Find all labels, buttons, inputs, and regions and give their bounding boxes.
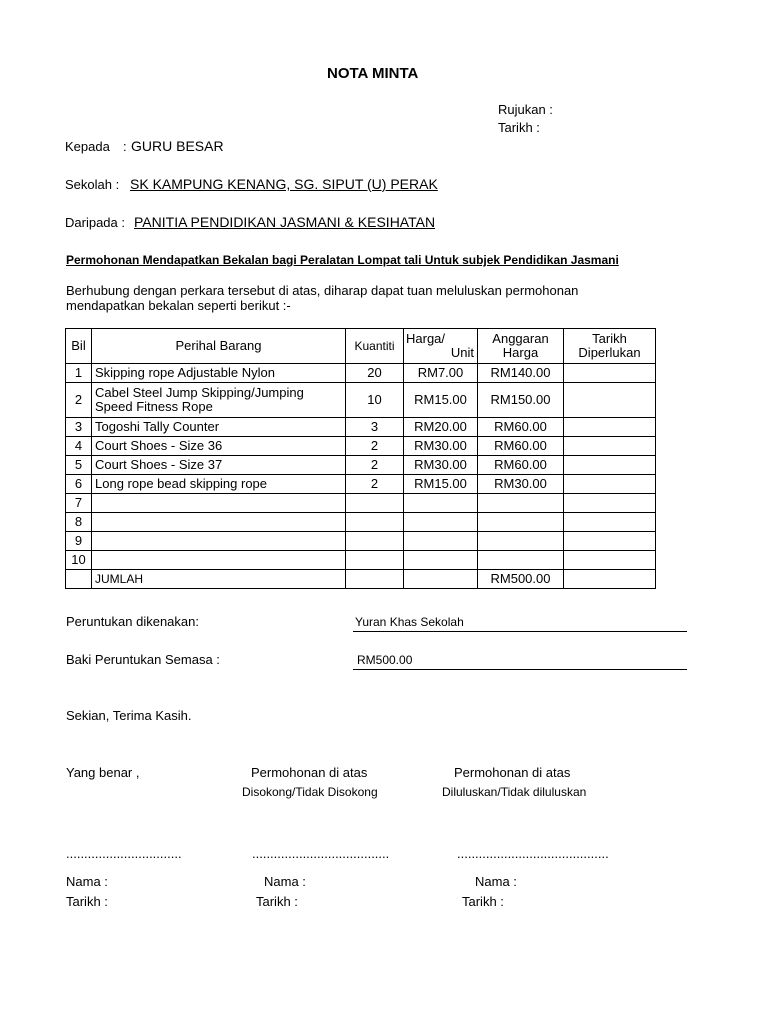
baki-underline [353,669,687,670]
header-tarikh-diperlukan: Tarikh Diperlukan [564,329,656,364]
cell-harga [404,532,478,551]
cell-bil: 7 [66,494,92,513]
sig-col2-nama: Nama : [264,874,306,889]
baki-label: Baki Peruntukan Semasa : [66,652,220,667]
cell-tarikh [564,532,656,551]
daripada-label: Daripada : [65,215,125,230]
sig-col2-sub: Disokong/Tidak Disokong [242,785,378,799]
cell-harga [404,551,478,570]
table-row [66,456,656,475]
cell-kuantiti: 10 [346,383,404,418]
cell-anggaran: RM60.00 [478,418,564,437]
kepada-value: GURU BESAR [131,138,224,154]
cell-empty [404,570,478,589]
table-header-row [66,329,656,364]
baki-value: RM500.00 [357,653,413,667]
cell-perihal: Skipping rope Adjustable Nylon [92,364,346,383]
rujukan-label: Rujukan : [498,102,553,117]
cell-harga [404,494,478,513]
document-title: NOTA MINTA [327,65,419,82]
table-row [66,437,656,456]
daripada-value: PANITIA PENDIDIKAN JASMANI & KESIHATAN [134,214,436,230]
cell-bil: 4 [66,437,92,456]
cell-perihal: Togoshi Tally Counter [92,418,346,437]
cell-bil: 8 [66,513,92,532]
sekolah-label: Sekolah : [65,177,120,192]
sig-col2-tarikh: Tarikh : [256,894,298,909]
sig-col1-nama: Nama : [66,874,108,889]
peruntukan-underline [353,631,687,632]
sig-col1-dots: ................................ [66,846,182,861]
kepada-colon: : [123,139,127,154]
cell-tarikh [564,513,656,532]
cell-anggaran: RM140.00 [478,364,564,383]
cell-tarikh [564,383,656,418]
cell-bil: 6 [66,475,92,494]
cell-kuantiti: 2 [346,475,404,494]
cell-empty [346,570,404,589]
sig-col2-dots: ...................................... [252,846,390,861]
cell-kuantiti: 3 [346,418,404,437]
cell-perihal [92,532,346,551]
cell-kuantiti [346,551,404,570]
header-perihal: Perihal Barang [92,329,346,364]
cell-anggaran: RM60.00 [478,456,564,475]
cell-kuantiti: 2 [346,437,404,456]
cell-harga: RM7.00 [404,364,478,383]
intro-line-2: mendapatkan bekalan seperti berikut :- [66,298,291,313]
cell-bil: 10 [66,551,92,570]
cell-tarikh [564,551,656,570]
table-row [66,494,656,513]
sig-col1-heading: Yang benar , [66,765,140,780]
cell-empty [66,570,92,589]
sig-col3-tarikh: Tarikh : [462,894,504,909]
tarikh-label: Tarikh : [498,120,540,135]
sig-col2-heading: Permohonan di atas [251,765,368,780]
cell-bil: 9 [66,532,92,551]
cell-bil: 5 [66,456,92,475]
cell-tarikh [564,456,656,475]
kepada-label: Kepada [65,139,110,154]
table-row [66,513,656,532]
cell-empty [564,570,656,589]
peruntukan-value: Yuran Khas Sekolah [355,615,464,629]
cell-anggaran: RM30.00 [478,475,564,494]
cell-kuantiti [346,513,404,532]
cell-tarikh [564,364,656,383]
cell-harga: RM15.00 [404,383,478,418]
total-label: JUMLAH [92,570,346,589]
cell-harga: RM20.00 [404,418,478,437]
subject-line: Permohonan Mendapatkan Bekalan bagi Peralatan Lompat tali Untuk subjek Pendidikan Jasmani [66,253,619,267]
cell-perihal: Cabel Steel Jump Skipping/Jumping Speed Fitness Rope [92,383,346,418]
cell-bil: 3 [66,418,92,437]
header-anggaran: Anggaran Harga [478,329,564,364]
header-bil: Bil [66,329,92,364]
cell-anggaran: RM150.00 [478,383,564,418]
items-table [65,328,656,589]
cell-kuantiti [346,532,404,551]
cell-tarikh [564,475,656,494]
table-row [66,475,656,494]
cell-anggaran: RM60.00 [478,437,564,456]
cell-harga [404,513,478,532]
cell-harga: RM30.00 [404,456,478,475]
peruntukan-label: Peruntukan dikenakan: [66,614,199,629]
table-row [66,383,656,418]
intro-line-1: Berhubung dengan perkara tersebut di atas, diharap dapat tuan meluluskan permohonan [66,283,579,298]
sig-col3-nama: Nama : [475,874,517,889]
closing-text: Sekian, Terima Kasih. [66,708,192,723]
sig-col3-sub: Diluluskan/Tidak diluluskan [442,785,587,799]
header-kuantiti: Kuantiti [346,329,404,364]
table-row [66,532,656,551]
cell-anggaran [478,532,564,551]
sekolah-value: SK KAMPUNG KENANG, SG. SIPUT (U) PERAK [130,176,438,192]
total-value: RM500.00 [478,570,564,589]
table-row [66,364,656,383]
cell-perihal [92,513,346,532]
cell-anggaran [478,494,564,513]
header-harga: Harga/ Unit [404,329,478,364]
cell-perihal [92,494,346,513]
cell-perihal: Long rope bead skipping rope [92,475,346,494]
cell-anggaran [478,551,564,570]
table-row [66,418,656,437]
cell-kuantiti: 20 [346,364,404,383]
sig-col3-heading: Permohonan di atas [454,765,571,780]
cell-kuantiti [346,494,404,513]
cell-tarikh [564,494,656,513]
sig-col3-dots: .......................................... [457,846,609,861]
cell-anggaran [478,513,564,532]
cell-tarikh [564,437,656,456]
table-total-row [66,570,656,589]
cell-perihal: Court Shoes - Size 37 [92,456,346,475]
cell-harga: RM15.00 [404,475,478,494]
sig-col1-tarikh: Tarikh : [66,894,108,909]
cell-perihal [92,551,346,570]
cell-perihal: Court Shoes - Size 36 [92,437,346,456]
table-row [66,551,656,570]
cell-tarikh [564,418,656,437]
cell-bil: 1 [66,364,92,383]
cell-kuantiti: 2 [346,456,404,475]
cell-harga: RM30.00 [404,437,478,456]
cell-bil: 2 [66,383,92,418]
